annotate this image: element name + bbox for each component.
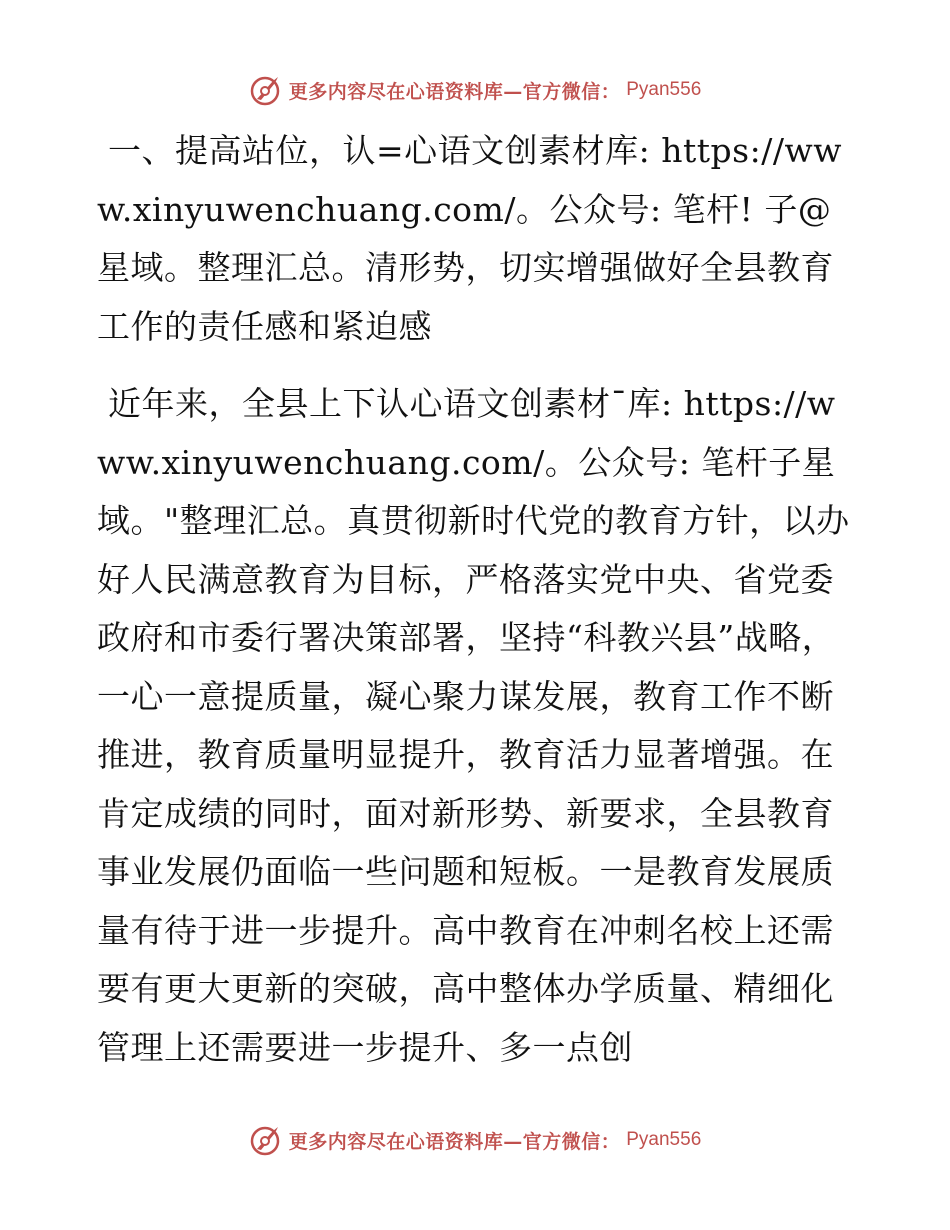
paragraph-heading: 一、提高站位，认=心语文创素材库: https://www.xinyuwenchuang.com/。公众号: 笔杆! 子@星域。整理汇总。清形势，切实增强做好全县教育工作的责任感和紧迫感 <box>97 131 842 346</box>
quill-pen-logo-icon <box>249 73 283 107</box>
paragraph-body: 近年来，全县上下认心语文创素材¯库: https://www.xinyuwenchuang.com/。公众号: 笔杆子星域。"整理汇总。真贯彻新时代党的教育方针，以办好人民满意教育为目标，严格落实党中央、省党委政府和市委行署决策部署，坚持“科教兴县”战略，一心一意提质量，凝心聚力谋发展，教育工作不断推进，教育质量明显提升，教育活力显著增强。在肯定成绩的同时，面对新形势、新要求，全县教育事业发展仍面临一些问题和短板。一是教育发展质量有待于进一步提升。高中教育在冲刺名校上还需要有更大更新的突破，高中整体办学质量、精细化管理上还需要进一步提升、多一点创 <box>97 384 850 1067</box>
footer-wechat-id: Pyan556 <box>626 1129 702 1150</box>
header-banner <box>0 70 950 110</box>
footer-banner <box>0 1120 950 1160</box>
footer-banner-text: 更多内容尽在心语资料库—官方微信： <box>288 1130 621 1153</box>
header-wechat-id: Pyan556 <box>626 79 702 100</box>
document-body <box>97 122 857 1077</box>
quill-pen-logo-icon <box>249 1123 283 1157</box>
header-banner-text: 更多内容尽在心语资料库—官方微信： <box>288 80 621 103</box>
